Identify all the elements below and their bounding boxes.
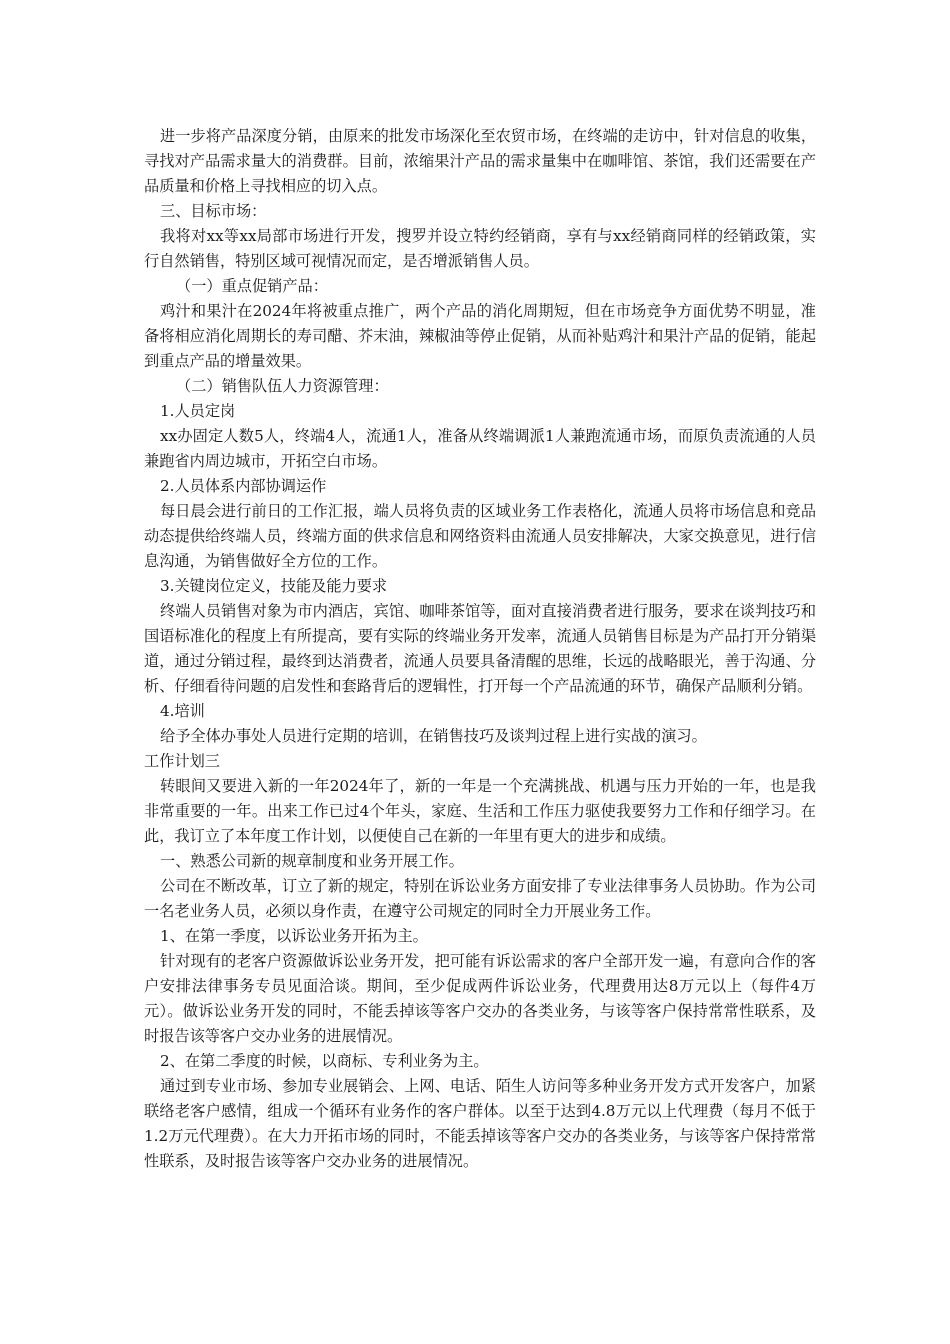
paragraph: 转眼间又要进入新的一年2024年了，新的一年是一个充满挑战、机遇与压力开始的一年，也是我非常重要的一年。出来工作已过4个年头，家庭、生活和工作压力驱使我要努力工作和仔细学习。在此，我订立了本年度工作计划，以便使自己在新的一年里有更大的进步和成绩。 <box>144 777 816 845</box>
item-heading: 2.人员体系内部协调运作 <box>160 477 327 495</box>
plan-title: 工作计划三 <box>144 752 220 770</box>
paragraph: 针对现有的老客户资源做诉讼业务开发，把可能有诉讼需求的客户全部开发一遍，有意向合作的客户安排法律事务专员见面洽谈。期间，至少促成两件诉讼业务，代理费用达8万元以上（每件4万元）。做诉讼业务开发的同时，不能丢掉该等客户交办的各类业务，与该等客户保持常常性联系，及时报告该等客户交办业务的进展情况。 <box>144 952 816 1045</box>
section-heading: 一、熟悉公司新的规章制度和业务开展工作。 <box>160 852 464 870</box>
paragraph: 进一步将产品深度分销，由原来的批发市场深化至农贸市场，在终端的走访中，针对信息的收集，寻找对产品需求量大的消费群。目前，浓缩果汁产品的需求量集中在咖啡馆、茶馆，我们还需要在产品质量和价格上寻找相应的切入点。 <box>144 127 816 195</box>
subsection-heading: （一）重点促销产品： <box>176 277 328 295</box>
item-heading: 4.培训 <box>160 702 205 720</box>
paragraph: 给予全体办事处人员进行定期的培训，在销售技巧及谈判过程上进行实战的演习。 <box>160 727 707 745</box>
subsection-heading: （二）销售队伍人力资源管理： <box>176 377 389 395</box>
item-heading: 1、在第一季度，以诉讼业务开拓为主。 <box>160 927 428 945</box>
paragraph: 通过到专业市场、参加专业展销会、上网、电话、陌生人访问等多种业务开发方式开发客户，加紧联络老客户感情，组成一个循环有业务作的客户群体。以至于达到4.8万元以上代理费（每月不低于1.2万元代理费）。在大力开拓市场的同时，不能丢掉该等客户交办的各类业务，与该等客户保持常常性联系，及时报告该等客户交办业务的进展情况。 <box>144 1077 816 1170</box>
item-heading: 1.人员定岗 <box>160 402 236 420</box>
item-heading: 3.关键岗位定义，技能及能力要求 <box>160 577 388 595</box>
paragraph: 鸡汁和果汁在2024年将被重点推广，两个产品的消化周期短，但在市场竞争方面优势不明显，准备将相应消化周期长的寿司醋、芥末油，辣椒油等停止促销，从而补贴鸡汁和果汁产品的促销，能起到重点产品的增量效果。 <box>144 302 816 370</box>
section-heading: 三、目标市场： <box>160 202 267 220</box>
paragraph: 我将对xx等xx局部市场进行开发，搜罗并设立特约经销商，享有与xx经销商同样的经销政策，实行自然销售，特别区域可视情况而定，是否增派销售人员。 <box>144 227 816 270</box>
paragraph: 公司在不断改革，订立了新的规定，特别在诉讼业务方面安排了专业法律事务人员协助。作为公司一名老业务人员，必须以身作责，在遵守公司规定的同时全力开展业务工作。 <box>144 877 816 920</box>
item-heading: 2、在第二季度的时候，以商标、专利业务为主。 <box>160 1052 489 1070</box>
paragraph: xx办固定人数5人，终端4人，流通1人，准备从终端调派1人兼跑流通市场，而原负责流通的人员兼跑省内周边城市，开拓空白市场。 <box>144 427 816 470</box>
paragraph: 终端人员销售对象为市内酒店，宾馆、咖啡茶馆等，面对直接消费者进行服务，要求在谈判技巧和国语标准化的程度上有所提高，要有实际的终端业务开发率，流通人员销售目标是为产品打开分销渠道，通过分销过程，最终到达消费者，流通人员要具备清醒的思维，长远的战略眼光，善于沟通、分析、仔细看待问题的启发性和套路背后的逻辑性，打开每一个产品流通的环节，确保产品顺利分销。 <box>144 602 816 695</box>
document-body <box>144 124 816 1174</box>
paragraph: 每日晨会进行前日的工作汇报，端人员将负责的区域业务工作表格化，流通人员将市场信息和竞品动态提供给终端人员，终端方面的供求信息和网络资料由流通人员安排解决，大家交换意见，进行信息沟通，为销售做好全方位的工作。 <box>144 502 816 570</box>
